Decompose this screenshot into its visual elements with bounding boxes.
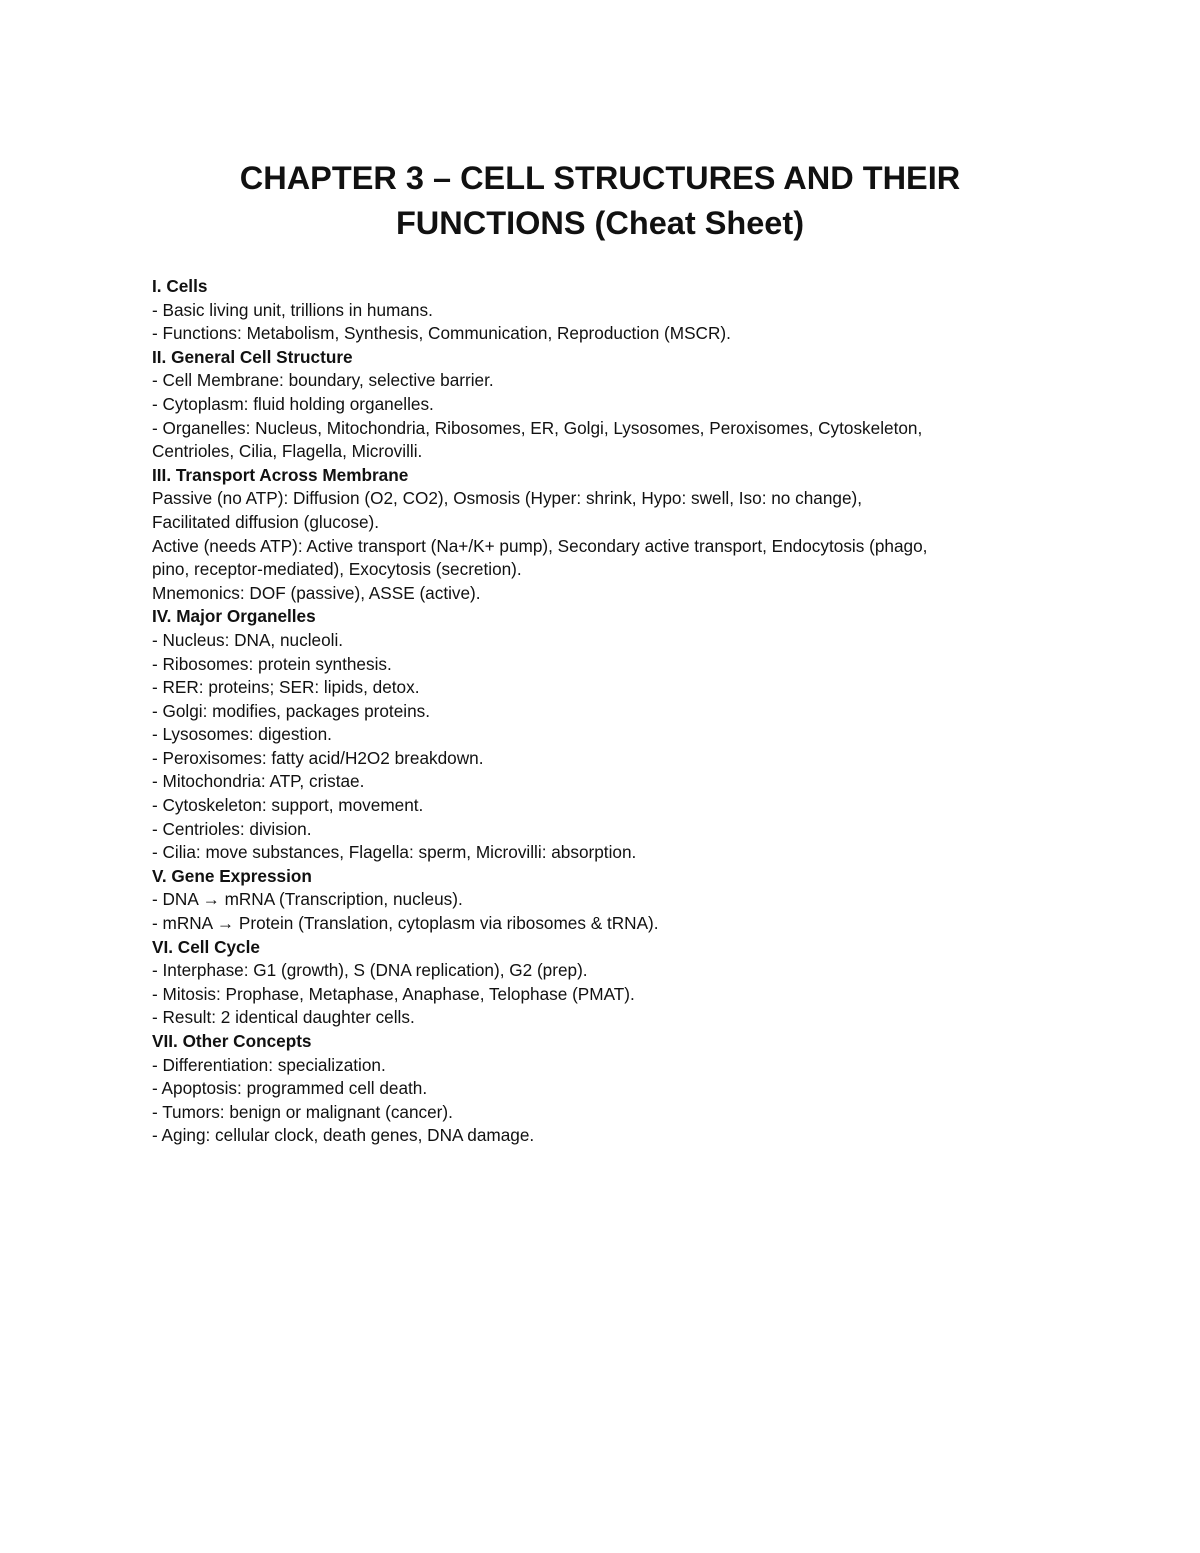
text-line: pino, receptor-mediated), Exocytosis (secretion). [152,559,522,580]
text-line: - Cilia: move substances, Flagella: sperm, Microvilli: absorption. [152,842,637,863]
text-line: - Cytoplasm: fluid holding organelles. [152,393,434,414]
section-cell-cycle [152,936,1052,1030]
section-cells [152,275,1052,346]
text-line: - Tumors: benign or malignant (cancer). [152,1101,453,1122]
section-heading: IV. Major Organelles [152,606,316,627]
section-gene-expression [152,865,1052,936]
text-line: Mnemonics: DOF (passive), ASSE (active). [152,582,481,603]
text-line: - Mitosis: Prophase, Metaphase, Anaphase, Telophase (PMAT). [152,983,635,1004]
text-line: - Ribosomes: protein synthesis. [152,653,392,674]
text-line: Passive (no ATP): Diffusion (O2, CO2), Osmosis (Hyper: shrink, Hypo: swell, Iso: no change), [152,488,863,509]
text-line: - Nucleus: DNA, nucleoli. [152,629,344,650]
section-heading: VI. Cell Cycle [152,936,260,957]
text-line: - Golgi: modifies, packages proteins. [152,700,430,721]
text-line: Active (needs ATP): Active transport (Na+/K+ pump), Secondary active transport, Endocytosis (phago, [152,535,928,556]
text-line: - Result: 2 identical daughter cells. [152,1007,415,1028]
text-line: - Mitochondria: ATP, cristae. [152,771,365,792]
title-line-2: FUNCTIONS (Cheat Sheet) [395,205,805,241]
text-line: - mRNA → Protein (Translation, cytoplasm via ribosomes & tRNA). [152,913,659,934]
document-body [152,275,1052,1148]
text-line: - Basic living unit, trillions in humans. [152,299,433,320]
section-transport [152,464,1052,606]
text-line: - Functions: Metabolism, Synthesis, Communication, Reproduction (MSCR). [152,323,731,344]
page-title [150,156,1050,246]
text-line: - Apoptosis: programmed cell death. [152,1078,428,1099]
text-line: - Lysosomes: digestion. [152,724,332,745]
text-line: - Interphase: G1 (growth), S (DNA replication), G2 (prep). [152,960,588,981]
section-heading: VII. Other Concepts [152,1031,312,1051]
title-line-1: CHAPTER 3 – CELL STRUCTURES AND THEIR [239,160,961,196]
section-heading: V. Gene Expression [152,865,312,886]
text-line: - RER: proteins; SER: lipids, detox. [152,677,420,698]
section-general-structure [152,346,1052,464]
text-line: - Organelles: Nucleus, Mitochondria, Ribosomes, ER, Golgi, Lysosomes, Peroxisomes, Cytoskeleton, [152,417,923,438]
text-line: - Aging: cellular clock, death genes, DNA damage. [152,1125,535,1146]
text-line: - Centrioles: division. [152,818,312,839]
section-other-concepts [152,1030,1052,1148]
text-line: Centrioles, Cilia, Flagella, Microvilli. [152,441,423,462]
section-heading: II. General Cell Structure [152,346,353,367]
text-line: - Differentiation: specialization. [152,1054,386,1075]
text-line: - Peroxisomes: fatty acid/H2O2 breakdown. [152,747,484,768]
text-line: - DNA → mRNA (Transcription, nucleus). [152,889,463,910]
section-major-organelles [152,605,1052,865]
text-line: Facilitated diffusion (glucose). [152,511,380,532]
text-line: - Cell Membrane: boundary, selective barrier. [152,370,494,391]
text-line: - Cytoskeleton: support, movement. [152,795,424,816]
section-heading: III. Transport Across Membrane [152,464,409,485]
section-heading: I. Cells [152,276,208,296]
